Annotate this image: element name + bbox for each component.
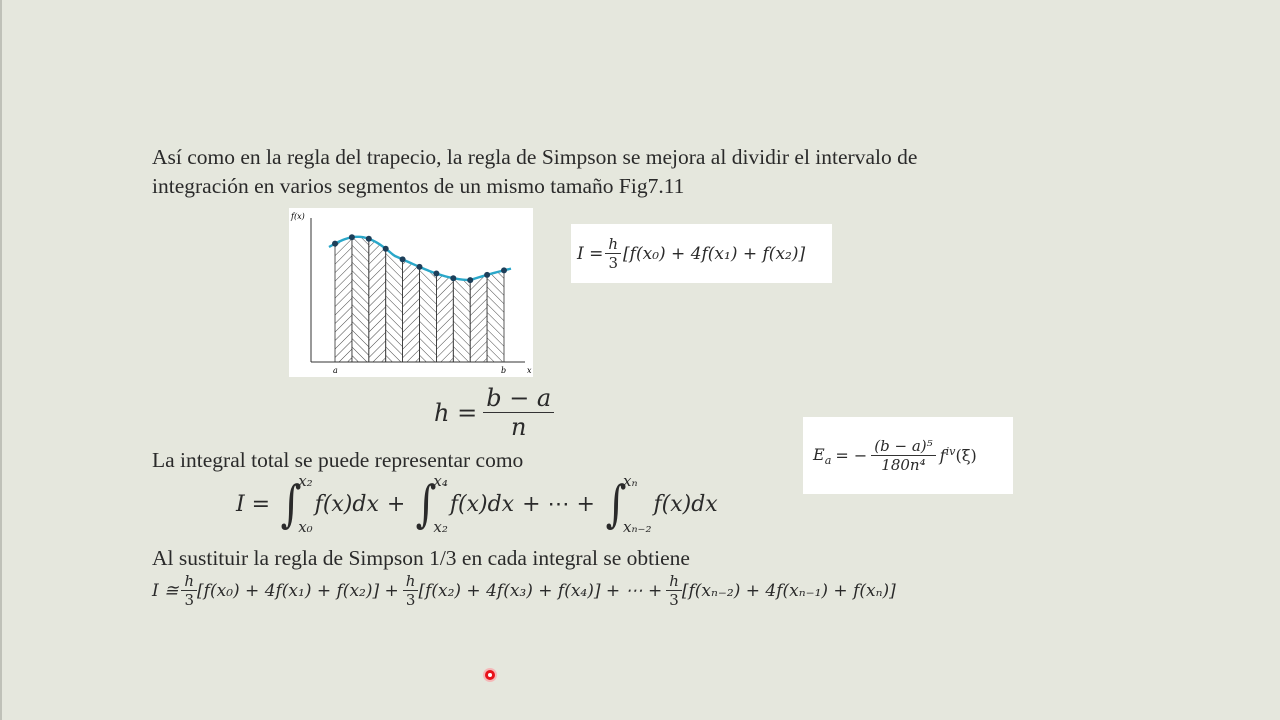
laser-pointer-dot [485, 670, 495, 680]
hatched-strip [335, 237, 352, 362]
simpson-figure [289, 208, 533, 377]
sample-point [417, 264, 423, 270]
simpson-num: h [605, 235, 621, 254]
integral-sign-3: ∫ [605, 475, 627, 533]
hatched-strip [487, 270, 504, 362]
hatched-strip [436, 274, 453, 362]
hatched-strip [453, 278, 470, 362]
integral-sum-formula [236, 468, 718, 540]
simpson-figure-svg [289, 208, 533, 377]
sample-point [467, 277, 473, 283]
simpson-formula-box [571, 224, 832, 283]
hatched-strip [420, 267, 437, 362]
sample-point [349, 234, 355, 240]
composite-term-1: [f(x₀) + 4f(x₁) + f(x₂)] + [197, 580, 399, 601]
sample-point [332, 241, 338, 247]
intro-line-1: Así como en la regla del trapecio, la regla de Simpson se mejora al dividir el intervalo de [152, 145, 918, 169]
h-formula [434, 384, 554, 441]
plus-1: + [386, 491, 406, 517]
composite-term-3: [f(xₙ₋₂) + 4f(xₙ₋₁) + f(xₙ)] [681, 580, 896, 601]
integral-sign-1: ∫ [280, 475, 302, 533]
error-num: (b − a)⁵ [871, 437, 935, 456]
hatched-strips [335, 237, 504, 362]
intro-line-2: integración en varios segmentos de un mismo tamaño Fig7.11 [152, 174, 685, 198]
substitute-text: Al sustituir la regla de Simpson 1/3 en cada integral se obtiene [152, 546, 690, 570]
error-den: 180n⁴ [881, 456, 926, 474]
composite-formula [152, 572, 896, 609]
h-fraction [483, 384, 554, 441]
error-formula-box [803, 417, 1013, 494]
composite-fraction-3: $\frac{h}{3}$ [666, 572, 682, 609]
hatched-strip [403, 259, 420, 362]
error-rhs: $f^{iv}(\xi)$ [939, 445, 977, 466]
h-lhs: h = [434, 398, 478, 427]
integrand-2: f(x)dx [449, 491, 515, 517]
integral-sign-2: ∫ [415, 475, 437, 533]
simpson-bracket: [f(x₀) + 4f(x₁) + f(x₂)] [623, 243, 806, 264]
hatched-strip [369, 239, 386, 362]
error-lhs: $E_a$ [813, 444, 832, 467]
sample-point [501, 267, 507, 273]
y-axis-label: f(x) [291, 212, 305, 221]
composite-term-2: [f(x₂) + 4f(x₃) + f(x₄)] + ⋯ + [418, 580, 663, 601]
h-den: n [510, 413, 527, 441]
hatched-strip [386, 249, 403, 362]
sample-point [433, 271, 439, 277]
hatched-strip [470, 275, 487, 362]
integral-limits-1: x₂ x₀ [298, 472, 313, 536]
composite-fraction-2: $\frac{h}{3}$ [403, 572, 419, 609]
integral-lhs: I = [236, 491, 271, 517]
h-num: b − a [483, 384, 554, 413]
error-fraction [871, 437, 935, 474]
simpson-fraction [605, 235, 621, 272]
x-axis-label: x [527, 366, 532, 375]
simpson-lhs: I = [577, 243, 604, 264]
simpson-den: 3 [608, 254, 618, 272]
sample-point [383, 246, 389, 252]
integrand-1: f(x)dx [314, 491, 379, 517]
sample-point [450, 275, 456, 281]
integral-limits-2: x₄ x₂ [433, 472, 448, 536]
sample-point [484, 272, 490, 278]
a-label: a [333, 366, 338, 375]
integrand-3: f(x)dx [653, 491, 718, 517]
sample-point [400, 256, 406, 262]
sample-point [366, 236, 372, 242]
composite-fraction-1: $\frac{h}{3}$ [181, 572, 197, 609]
integral-limits-3: xₙ xₙ₋₂ [623, 472, 652, 536]
b-label: b [501, 366, 507, 375]
error-eq: = − [835, 446, 868, 465]
total-integral-text: La integral total se puede representar como [152, 448, 524, 472]
dots: + ⋯ + [522, 491, 595, 517]
composite-lhs: I ≅ [152, 580, 179, 601]
hatched-strip [352, 237, 369, 362]
slide-left-border [0, 0, 2, 720]
